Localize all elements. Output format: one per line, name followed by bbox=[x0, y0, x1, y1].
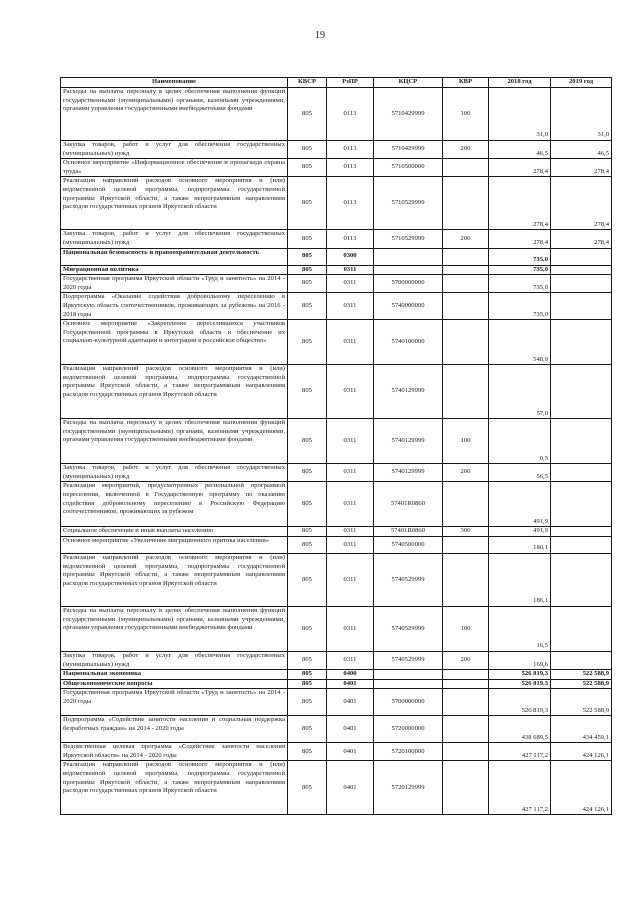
cell-y2019 bbox=[551, 464, 612, 482]
cell-kcsr: 5740529999 bbox=[374, 606, 443, 651]
table-row bbox=[61, 553, 612, 606]
cell-kcsr: 57401R0860 bbox=[374, 482, 443, 527]
cell-name: Расходы на выплаты персоналу в целях обеспечения выполнения функций государственными (муниципальными) органами, казенными учреждениями, органами управления государственными внебюджетными фондами bbox=[61, 606, 288, 651]
cell-kvsr: 805 bbox=[288, 689, 327, 716]
cell-rzpr: 0311 bbox=[327, 527, 374, 537]
cell-y2018: 57,0 bbox=[489, 365, 551, 419]
cell-y2018: 427 117,2 bbox=[489, 761, 551, 815]
table-row bbox=[61, 651, 612, 669]
cell-kvr bbox=[443, 761, 489, 815]
cell-kvsr: 805 bbox=[288, 482, 327, 527]
cell-kvr bbox=[443, 743, 489, 761]
table-row bbox=[61, 265, 612, 275]
cell-y2019: 522 588,9 bbox=[551, 670, 612, 680]
cell-kvr bbox=[443, 536, 489, 553]
cell-rzpr: 0311 bbox=[327, 464, 374, 482]
table-body bbox=[61, 88, 612, 815]
cell-kvsr: 805 bbox=[288, 88, 327, 141]
table-row bbox=[61, 464, 612, 482]
cell-y2019: 278,4 bbox=[551, 177, 612, 230]
cell-kvr bbox=[443, 553, 489, 606]
cell-name: Закупка товаров, работ и услуг для обеспечения государственных (муниципальных) нужд bbox=[61, 141, 288, 159]
cell-rzpr: 0401 bbox=[327, 743, 374, 761]
table-row bbox=[61, 670, 612, 680]
cell-name: Общеэкономические вопросы bbox=[61, 679, 288, 689]
cell-y2018: 46,5 bbox=[489, 141, 551, 159]
cell-kvsr: 805 bbox=[288, 159, 327, 177]
cell-kvr bbox=[443, 275, 489, 293]
table-row bbox=[61, 761, 612, 815]
cell-kvr bbox=[443, 265, 489, 275]
cell-kvsr: 805 bbox=[288, 265, 327, 275]
cell-y2018: 548,9 bbox=[489, 320, 551, 365]
cell-rzpr: 0311 bbox=[327, 320, 374, 365]
cell-kcsr: 5710429999 bbox=[374, 88, 443, 141]
cell-y2019 bbox=[551, 536, 612, 553]
cell-name: Государственная программа Иркутской области «Труд и занятость» на 2014 - 2020 годы bbox=[61, 275, 288, 293]
cell-kvsr: 805 bbox=[288, 536, 327, 553]
cell-rzpr: 0311 bbox=[327, 606, 374, 651]
cell-name: Национальная экономика bbox=[61, 670, 288, 680]
cell-kcsr: 5700000000 bbox=[374, 689, 443, 716]
cell-kcsr: 5740100000 bbox=[374, 320, 443, 365]
table-row bbox=[61, 88, 612, 141]
cell-y2018: 278,4 bbox=[489, 159, 551, 177]
header-kcsr: КЦСР bbox=[374, 78, 443, 88]
cell-name: Закупка товаров, работ и услуг для обеспечения государственных (муниципальных) нужд bbox=[61, 651, 288, 669]
cell-name: Подпрограмма «Оказание содействия добровольному переселению в Иркутскую область соотечественников, проживающих за рубежом» на 2016 - 2018 годы bbox=[61, 293, 288, 320]
cell-name: Реализация направлений расходов основного мероприятия и (или) ведомственной целевой программы, подпрограммы государственной программы Иркутской области, а также непрограммным направлениям расходов государственных органов Иркутской области bbox=[61, 365, 288, 419]
cell-kvsr: 805 bbox=[288, 606, 327, 651]
table-row bbox=[61, 527, 612, 537]
cell-kcsr: 5720129999 bbox=[374, 761, 443, 815]
header-2018: 2018 год bbox=[489, 78, 551, 88]
cell-kcsr bbox=[374, 265, 443, 275]
cell-name: Подпрограмма «Содействие занятости населения и социальная поддержка безработных граждан» на 2014 - 2020 годы bbox=[61, 716, 288, 743]
cell-y2018: 278,4 bbox=[489, 230, 551, 248]
table-row bbox=[61, 365, 612, 419]
cell-kvsr: 805 bbox=[288, 230, 327, 248]
cell-kcsr: 5710529999 bbox=[374, 230, 443, 248]
cell-kvr bbox=[443, 320, 489, 365]
cell-y2018: 735,0 bbox=[489, 265, 551, 275]
cell-y2018: 16,5 bbox=[489, 606, 551, 651]
cell-kvr bbox=[443, 293, 489, 320]
cell-name: Закупка товаров, работ и услуг для обеспечения государственных (муниципальных) нужд bbox=[61, 464, 288, 482]
cell-name: Реализация мероприятий, предусмотренных региональной программой переселения, включенной в Государственную программу по оказанию содействия добровольному переселению в Российскую Федерацию соотечественников, проживающих за рубежом bbox=[61, 482, 288, 527]
cell-name: Реализация направлений расходов основного мероприятия и (или) ведомственной целевой программы, подпрограммы государственной программы Иркутской области, а также непрограммным направлениям расходов государственных органов Иркутской области bbox=[61, 177, 288, 230]
cell-kcsr: 5740129999 bbox=[374, 419, 443, 464]
cell-y2018: 169,6 bbox=[489, 651, 551, 669]
cell-y2019 bbox=[551, 320, 612, 365]
cell-kvsr: 805 bbox=[288, 365, 327, 419]
table-row bbox=[61, 536, 612, 553]
cell-kvr bbox=[443, 670, 489, 680]
cell-y2018: 735,0 bbox=[489, 293, 551, 320]
table-row bbox=[61, 689, 612, 716]
cell-name: Национальная безопасность и правоохранительная деятельность bbox=[61, 248, 288, 265]
cell-name: Основное мероприятие «Закрепление переселившихся участников Государственной программы в Иркутской области и обеспечение их социально-культурной адаптации и интеграции в российское общество» bbox=[61, 320, 288, 365]
cell-kvsr: 805 bbox=[288, 177, 327, 230]
cell-kcsr: 5720100000 bbox=[374, 743, 443, 761]
cell-kvr: 300 bbox=[443, 527, 489, 537]
cell-kcsr bbox=[374, 248, 443, 265]
header-kvsr: КВСР bbox=[288, 78, 327, 88]
table-row bbox=[61, 716, 612, 743]
cell-y2019 bbox=[551, 275, 612, 293]
cell-y2018: 278,4 bbox=[489, 177, 551, 230]
table-row bbox=[61, 275, 612, 293]
header-row bbox=[61, 78, 612, 88]
cell-name: Миграционная политика bbox=[61, 265, 288, 275]
cell-y2019: 31,0 bbox=[551, 88, 612, 141]
cell-y2019 bbox=[551, 553, 612, 606]
cell-y2019 bbox=[551, 265, 612, 275]
cell-rzpr: 0300 bbox=[327, 248, 374, 265]
cell-name: Расходы на выплаты персоналу в целях обеспечения выполнения функций государственными (муниципальными) органами, казенными учреждениями, органами управления государственными внебюджетными фондами bbox=[61, 88, 288, 141]
cell-kvr: 100 bbox=[443, 606, 489, 651]
cell-y2019: 522 588,9 bbox=[551, 679, 612, 689]
header-rzpr: РзПР bbox=[327, 78, 374, 88]
cell-y2018: 491,9 bbox=[489, 527, 551, 537]
cell-kvsr: 805 bbox=[288, 553, 327, 606]
cell-kvsr: 805 bbox=[288, 320, 327, 365]
cell-y2019: 522 588,9 bbox=[551, 689, 612, 716]
cell-kvr: 200 bbox=[443, 651, 489, 669]
cell-kvsr: 805 bbox=[288, 670, 327, 680]
cell-rzpr: 0311 bbox=[327, 293, 374, 320]
cell-rzpr: 0311 bbox=[327, 265, 374, 275]
cell-kcsr: 5740129999 bbox=[374, 365, 443, 419]
cell-rzpr: 0401 bbox=[327, 689, 374, 716]
cell-y2019 bbox=[551, 482, 612, 527]
table-row bbox=[61, 606, 612, 651]
cell-rzpr: 0311 bbox=[327, 482, 374, 527]
cell-kvsr: 805 bbox=[288, 293, 327, 320]
cell-kcsr: 5740500000 bbox=[374, 536, 443, 553]
cell-y2019 bbox=[551, 527, 612, 537]
cell-kvsr: 805 bbox=[288, 761, 327, 815]
cell-y2018: 427 117,2 bbox=[489, 743, 551, 761]
table-row bbox=[61, 320, 612, 365]
cell-rzpr: 0311 bbox=[327, 553, 374, 606]
cell-rzpr: 0311 bbox=[327, 536, 374, 553]
cell-kvsr: 805 bbox=[288, 248, 327, 265]
cell-kvr bbox=[443, 248, 489, 265]
cell-y2019: 424 126,1 bbox=[551, 761, 612, 815]
cell-y2018: 56,5 bbox=[489, 464, 551, 482]
cell-y2018: 438 689,5 bbox=[489, 716, 551, 743]
table-row bbox=[61, 177, 612, 230]
cell-kvr: 200 bbox=[443, 464, 489, 482]
cell-kcsr bbox=[374, 670, 443, 680]
cell-y2019 bbox=[551, 248, 612, 265]
table-row bbox=[61, 679, 612, 689]
cell-y2018: 31,0 bbox=[489, 88, 551, 141]
cell-kvr: 100 bbox=[443, 419, 489, 464]
cell-y2019: 424 126,1 bbox=[551, 743, 612, 761]
cell-kcsr: 5710500000 bbox=[374, 159, 443, 177]
cell-rzpr: 0311 bbox=[327, 275, 374, 293]
page-number: 19 bbox=[315, 30, 325, 41]
cell-name: Ведомственная целевая программа «Содействие занятости населения Иркутской области» на 2014 - 2020 годы bbox=[61, 743, 288, 761]
cell-name: Основное мероприятие «Информационное обеспечение и пропаганда охраны труда» bbox=[61, 159, 288, 177]
cell-kcsr: 5700000000 bbox=[374, 275, 443, 293]
cell-kcsr: 5740000000 bbox=[374, 293, 443, 320]
cell-kcsr bbox=[374, 679, 443, 689]
cell-kvsr: 805 bbox=[288, 464, 327, 482]
cell-y2018: 0,5 bbox=[489, 419, 551, 464]
cell-y2019: 278,4 bbox=[551, 230, 612, 248]
cell-rzpr: 0401 bbox=[327, 679, 374, 689]
cell-name: Основное мероприятие «Увеличение миграционного притока населения» bbox=[61, 536, 288, 553]
cell-kcsr: 5740129999 bbox=[374, 464, 443, 482]
cell-rzpr: 0113 bbox=[327, 177, 374, 230]
table-row bbox=[61, 230, 612, 248]
cell-rzpr: 0311 bbox=[327, 651, 374, 669]
cell-rzpr: 0401 bbox=[327, 716, 374, 743]
cell-name: Государственная программа Иркутской области «Труд и занятость» на 2014 - 2020 годы bbox=[61, 689, 288, 716]
cell-y2018: 526 819,3 bbox=[489, 689, 551, 716]
cell-kvsr: 805 bbox=[288, 141, 327, 159]
cell-y2018: 491,9 bbox=[489, 482, 551, 527]
cell-y2019 bbox=[551, 651, 612, 669]
cell-kvsr: 805 bbox=[288, 651, 327, 669]
cell-kvr bbox=[443, 482, 489, 527]
cell-kvr: 100 bbox=[443, 88, 489, 141]
header-2019: 2019 год bbox=[551, 78, 612, 88]
cell-rzpr: 0311 bbox=[327, 365, 374, 419]
cell-y2018: 526 819,3 bbox=[489, 679, 551, 689]
cell-rzpr: 0113 bbox=[327, 230, 374, 248]
header-kvr: КВР bbox=[443, 78, 489, 88]
cell-kvsr: 805 bbox=[288, 527, 327, 537]
cell-kvr bbox=[443, 159, 489, 177]
cell-y2018: 735,0 bbox=[489, 275, 551, 293]
cell-kvr bbox=[443, 177, 489, 230]
cell-kvsr: 805 bbox=[288, 743, 327, 761]
cell-kvr: 200 bbox=[443, 141, 489, 159]
cell-kvsr: 805 bbox=[288, 275, 327, 293]
cell-kvr: 200 bbox=[443, 230, 489, 248]
budget-table bbox=[60, 77, 612, 815]
cell-y2019: 46,5 bbox=[551, 141, 612, 159]
cell-kvr bbox=[443, 679, 489, 689]
cell-y2018: 526 819,3 bbox=[489, 670, 551, 680]
cell-kvr bbox=[443, 716, 489, 743]
cell-rzpr: 0311 bbox=[327, 419, 374, 464]
cell-kcsr: 5710529999 bbox=[374, 177, 443, 230]
cell-kcsr: 5740529999 bbox=[374, 553, 443, 606]
cell-kcsr: 5740529999 bbox=[374, 651, 443, 669]
cell-y2018: 186,1 bbox=[489, 536, 551, 553]
table-row bbox=[61, 743, 612, 761]
cell-name: Закупка товаров, работ и услуг для обеспечения государственных (муниципальных) нужд bbox=[61, 230, 288, 248]
cell-rzpr: 0400 bbox=[327, 670, 374, 680]
table-row bbox=[61, 482, 612, 527]
cell-name: Социальное обеспечение и иные выплаты населению bbox=[61, 527, 288, 537]
cell-rzpr: 0401 bbox=[327, 761, 374, 815]
cell-kvr bbox=[443, 689, 489, 716]
cell-kvsr: 805 bbox=[288, 679, 327, 689]
cell-y2019: 434 459,1 bbox=[551, 716, 612, 743]
cell-y2019 bbox=[551, 293, 612, 320]
cell-kvsr: 805 bbox=[288, 716, 327, 743]
cell-y2018: 735,0 bbox=[489, 248, 551, 265]
cell-name: Реализация направлений расходов основного мероприятия и (или) ведомственной целевой программы, подпрограммы государственной программы Иркутской области, а также непрограммным направлениям расходов государственных органов Иркутской области bbox=[61, 761, 288, 815]
table-row bbox=[61, 248, 612, 265]
cell-kvr bbox=[443, 365, 489, 419]
table-row bbox=[61, 419, 612, 464]
cell-kcsr: 5720000000 bbox=[374, 716, 443, 743]
table-row bbox=[61, 159, 612, 177]
cell-rzpr: 0113 bbox=[327, 159, 374, 177]
cell-kcsr: 57401R0860 bbox=[374, 527, 443, 537]
cell-rzpr: 0113 bbox=[327, 141, 374, 159]
cell-name: Расходы на выплаты персоналу в целях обеспечения выполнения функций государственными (муниципальными) органами, казенными учреждениями, органами управления государственными внебюджетными фондами bbox=[61, 419, 288, 464]
cell-kvsr: 805 bbox=[288, 419, 327, 464]
header-name: Наименование bbox=[61, 78, 288, 88]
cell-y2019 bbox=[551, 606, 612, 651]
cell-y2019 bbox=[551, 365, 612, 419]
cell-name: Реализация направлений расходов основного мероприятия и (или) ведомственной целевой программы, подпрограммы государственной программы Иркутской области, а также непрограммным направлениям расходов государственных органов Иркутской области bbox=[61, 553, 288, 606]
cell-y2019 bbox=[551, 419, 612, 464]
cell-y2018: 186,1 bbox=[489, 553, 551, 606]
cell-y2019: 278,4 bbox=[551, 159, 612, 177]
cell-kcsr: 5710429999 bbox=[374, 141, 443, 159]
cell-rzpr: 0113 bbox=[327, 88, 374, 141]
table-row bbox=[61, 293, 612, 320]
table-row bbox=[61, 141, 612, 159]
